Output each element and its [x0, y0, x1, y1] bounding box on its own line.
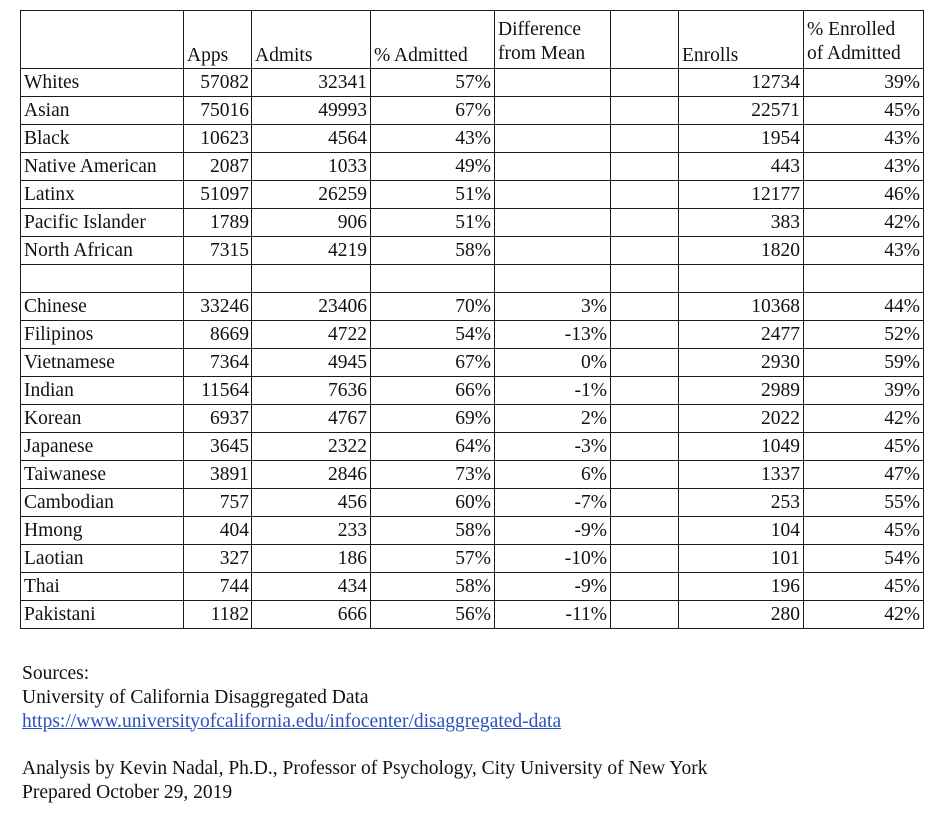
cell-pct-admitted: 49% — [371, 153, 495, 181]
cell-enrolls: 383 — [679, 209, 804, 237]
cell-pct-admitted: 67% — [371, 349, 495, 377]
header-blank — [611, 11, 679, 69]
header-pct-enrolled-line1: % Enrolled — [807, 19, 896, 41]
header-admits: Admits — [252, 11, 371, 69]
cell-blank — [611, 237, 679, 265]
cell-group-name: Indian — [21, 377, 184, 405]
cell-group-name: Black — [21, 125, 184, 153]
cell-pct-enrolled: 47% — [804, 461, 924, 489]
cell-blank — [611, 97, 679, 125]
header-difference — [495, 11, 611, 69]
header-group — [21, 11, 184, 69]
cell-group-name: Laotian — [21, 545, 184, 573]
cell-enrolls: 2930 — [679, 349, 804, 377]
cell-group-name: Pakistani — [21, 601, 184, 629]
separator-cell — [804, 265, 924, 293]
cell-apps: 6937 — [184, 405, 252, 433]
cell-enrolls: 1954 — [679, 125, 804, 153]
separator-cell — [495, 265, 611, 293]
cell-enrolls: 22571 — [679, 97, 804, 125]
cell-difference — [495, 237, 611, 265]
cell-blank — [611, 125, 679, 153]
cell-apps: 327 — [184, 545, 252, 573]
cell-pct-enrolled: 46% — [804, 181, 924, 209]
cell-difference: 0% — [495, 349, 611, 377]
table-row — [21, 97, 924, 125]
cell-difference: 3% — [495, 293, 611, 321]
cell-blank — [611, 321, 679, 349]
table-row — [21, 601, 924, 629]
cell-admits: 456 — [252, 489, 371, 517]
header-difference-line1: Difference — [498, 19, 581, 41]
cell-pct-admitted: 51% — [371, 181, 495, 209]
source-name: University of California Disaggregated Data — [22, 686, 369, 708]
cell-pct-enrolled: 43% — [804, 237, 924, 265]
cell-apps: 744 — [184, 573, 252, 601]
cell-difference — [495, 181, 611, 209]
table-row — [21, 209, 924, 237]
cell-admits: 1033 — [252, 153, 371, 181]
cell-enrolls: 280 — [679, 601, 804, 629]
separator-cell — [252, 265, 371, 293]
cell-admits: 4722 — [252, 321, 371, 349]
footer-spacer — [22, 733, 708, 757]
cell-group-name: Whites — [21, 69, 184, 97]
cell-enrolls: 12177 — [679, 181, 804, 209]
cell-pct-enrolled: 39% — [804, 377, 924, 405]
footer — [22, 662, 708, 805]
source-link-wrapper — [22, 710, 708, 734]
cell-pct-enrolled: 42% — [804, 209, 924, 237]
cell-apps: 1789 — [184, 209, 252, 237]
cell-admits: 4767 — [252, 405, 371, 433]
cell-apps: 51097 — [184, 181, 252, 209]
cell-enrolls: 443 — [679, 153, 804, 181]
table-row — [21, 321, 924, 349]
cell-admits: 233 — [252, 517, 371, 545]
cell-pct-admitted: 58% — [371, 517, 495, 545]
cell-group-name: Filipinos — [21, 321, 184, 349]
cell-blank — [611, 349, 679, 377]
header-pct-admitted: % Admitted — [371, 11, 495, 69]
cell-admits: 906 — [252, 209, 371, 237]
cell-difference: -9% — [495, 573, 611, 601]
cell-pct-admitted: 58% — [371, 237, 495, 265]
cell-difference: -1% — [495, 377, 611, 405]
header-row — [21, 11, 924, 69]
cell-enrolls: 1049 — [679, 433, 804, 461]
cell-admits: 2322 — [252, 433, 371, 461]
cell-difference — [495, 153, 611, 181]
cell-group-name: Korean — [21, 405, 184, 433]
cell-enrolls: 12734 — [679, 69, 804, 97]
cell-difference — [495, 209, 611, 237]
cell-apps: 33246 — [184, 293, 252, 321]
source-link[interactable]: https://www.universityofcalifornia.edu/infocenter/disaggregated-data — [22, 710, 562, 732]
cell-enrolls: 101 — [679, 545, 804, 573]
cell-pct-admitted: 57% — [371, 69, 495, 97]
cell-admits: 7636 — [252, 377, 371, 405]
cell-enrolls: 1820 — [679, 237, 804, 265]
cell-pct-admitted: 64% — [371, 433, 495, 461]
table-row — [21, 433, 924, 461]
cell-admits: 666 — [252, 601, 371, 629]
table-row — [21, 573, 924, 601]
table-row — [21, 181, 924, 209]
cell-apps: 2087 — [184, 153, 252, 181]
cell-pct-enrolled: 54% — [804, 545, 924, 573]
cell-group-name: Taiwanese — [21, 461, 184, 489]
cell-group-name: Native American — [21, 153, 184, 181]
table-row — [21, 377, 924, 405]
cell-blank — [611, 517, 679, 545]
cell-pct-admitted: 43% — [371, 125, 495, 153]
header-apps: Apps — [184, 11, 252, 69]
cell-apps: 7315 — [184, 237, 252, 265]
table-row — [21, 349, 924, 377]
cell-pct-admitted: 57% — [371, 545, 495, 573]
cell-pct-admitted: 67% — [371, 97, 495, 125]
cell-pct-enrolled: 43% — [804, 125, 924, 153]
cell-blank — [611, 405, 679, 433]
cell-apps: 75016 — [184, 97, 252, 125]
cell-apps: 10623 — [184, 125, 252, 153]
cell-pct-enrolled: 45% — [804, 97, 924, 125]
separator-row — [21, 265, 924, 293]
cell-enrolls: 196 — [679, 573, 804, 601]
cell-pct-enrolled: 45% — [804, 433, 924, 461]
cell-admits: 2846 — [252, 461, 371, 489]
cell-admits: 186 — [252, 545, 371, 573]
cell-enrolls: 2477 — [679, 321, 804, 349]
cell-apps: 8669 — [184, 321, 252, 349]
cell-difference — [495, 125, 611, 153]
cell-group-name: Pacific Islander — [21, 209, 184, 237]
cell-group-name: Hmong — [21, 517, 184, 545]
table-row — [21, 405, 924, 433]
cell-admits: 434 — [252, 573, 371, 601]
table-row — [21, 517, 924, 545]
cell-pct-enrolled: 39% — [804, 69, 924, 97]
cell-pct-admitted: 73% — [371, 461, 495, 489]
cell-pct-enrolled: 45% — [804, 573, 924, 601]
cell-admits: 49993 — [252, 97, 371, 125]
cell-enrolls: 1337 — [679, 461, 804, 489]
cell-group-name: Latinx — [21, 181, 184, 209]
table-row — [21, 69, 924, 97]
cell-admits: 32341 — [252, 69, 371, 97]
cell-pct-admitted: 58% — [371, 573, 495, 601]
table-row — [21, 461, 924, 489]
cell-group-name: Cambodian — [21, 489, 184, 517]
cell-admits: 4219 — [252, 237, 371, 265]
cell-pct-enrolled: 42% — [804, 405, 924, 433]
cell-blank — [611, 377, 679, 405]
cell-blank — [611, 601, 679, 629]
cell-pct-enrolled: 52% — [804, 321, 924, 349]
cell-enrolls: 2022 — [679, 405, 804, 433]
separator-cell — [611, 265, 679, 293]
cell-enrolls: 2989 — [679, 377, 804, 405]
cell-apps: 3891 — [184, 461, 252, 489]
sources-label: Sources: — [22, 663, 90, 684]
cell-enrolls: 253 — [679, 489, 804, 517]
cell-blank — [611, 181, 679, 209]
cell-pct-admitted: 51% — [371, 209, 495, 237]
cell-admits: 23406 — [252, 293, 371, 321]
header-pct-enrolled — [804, 11, 924, 69]
cell-blank — [611, 293, 679, 321]
table-row — [21, 125, 924, 153]
cell-pct-enrolled: 45% — [804, 517, 924, 545]
cell-apps: 757 — [184, 489, 252, 517]
table-row — [21, 293, 924, 321]
cell-group-name: Japanese — [21, 433, 184, 461]
cell-blank — [611, 209, 679, 237]
cell-blank — [611, 573, 679, 601]
table-row — [21, 489, 924, 517]
cell-pct-enrolled: 43% — [804, 153, 924, 181]
cell-difference: -11% — [495, 601, 611, 629]
cell-pct-enrolled: 42% — [804, 601, 924, 629]
cell-blank — [611, 153, 679, 181]
header-difference-line2: from Mean — [498, 42, 586, 64]
cell-pct-admitted: 66% — [371, 377, 495, 405]
analysis-credit: Analysis by Kevin Nadal, Ph.D., Professor of Psychology, City University of New York — [22, 758, 708, 780]
cell-admits: 26259 — [252, 181, 371, 209]
cell-difference: -3% — [495, 433, 611, 461]
cell-apps: 3645 — [184, 433, 252, 461]
cell-group-name: Chinese — [21, 293, 184, 321]
cell-blank — [611, 489, 679, 517]
cell-pct-admitted: 54% — [371, 321, 495, 349]
header-pct-enrolled-line2: of Admitted — [807, 42, 901, 64]
cell-group-name: North African — [21, 237, 184, 265]
admissions-table — [20, 10, 924, 629]
prepared-date: Prepared October 29, 2019 — [22, 782, 233, 804]
cell-pct-enrolled: 44% — [804, 293, 924, 321]
table-row — [21, 237, 924, 265]
cell-group-name: Asian — [21, 97, 184, 125]
cell-pct-admitted: 56% — [371, 601, 495, 629]
cell-blank — [611, 433, 679, 461]
cell-pct-admitted: 70% — [371, 293, 495, 321]
cell-admits: 4564 — [252, 125, 371, 153]
cell-difference: -10% — [495, 545, 611, 573]
table-row — [21, 545, 924, 573]
separator-cell — [21, 265, 184, 293]
cell-pct-admitted: 69% — [371, 405, 495, 433]
cell-blank — [611, 69, 679, 97]
cell-apps: 57082 — [184, 69, 252, 97]
cell-difference: -13% — [495, 321, 611, 349]
cell-difference: -7% — [495, 489, 611, 517]
cell-apps: 11564 — [184, 377, 252, 405]
cell-difference — [495, 97, 611, 125]
cell-apps: 404 — [184, 517, 252, 545]
cell-apps: 7364 — [184, 349, 252, 377]
cell-blank — [611, 545, 679, 573]
cell-difference: 6% — [495, 461, 611, 489]
cell-group-name: Thai — [21, 573, 184, 601]
cell-pct-admitted: 60% — [371, 489, 495, 517]
separator-cell — [184, 265, 252, 293]
cell-difference — [495, 69, 611, 97]
cell-difference: 2% — [495, 405, 611, 433]
header-enrolls: Enrolls — [679, 11, 804, 69]
cell-enrolls: 10368 — [679, 293, 804, 321]
cell-apps: 1182 — [184, 601, 252, 629]
cell-enrolls: 104 — [679, 517, 804, 545]
cell-blank — [611, 461, 679, 489]
cell-group-name: Vietnamese — [21, 349, 184, 377]
separator-cell — [679, 265, 804, 293]
table-body — [21, 69, 924, 629]
cell-admits: 4945 — [252, 349, 371, 377]
cell-pct-enrolled: 59% — [804, 349, 924, 377]
table-row — [21, 153, 924, 181]
cell-pct-enrolled: 55% — [804, 489, 924, 517]
separator-cell — [371, 265, 495, 293]
cell-difference: -9% — [495, 517, 611, 545]
